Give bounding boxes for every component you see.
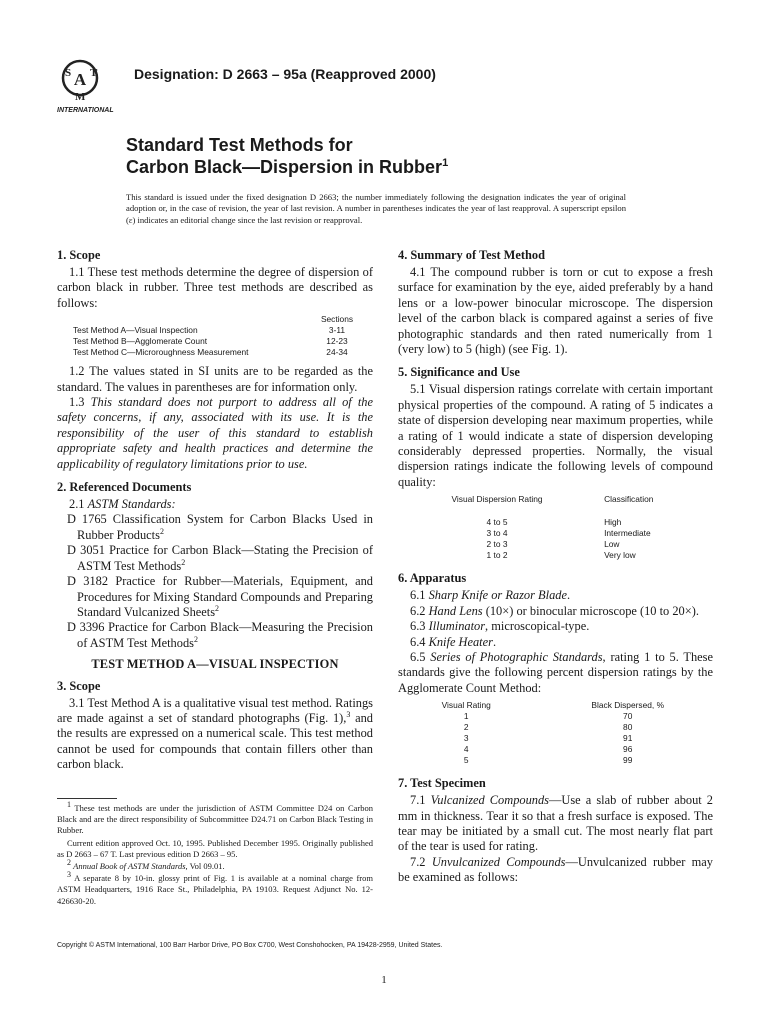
table-row: 5 99	[463, 755, 633, 766]
table-row: 3 to 4 Intermediate	[486, 528, 651, 539]
section-name: Test Method C—Microroughness Measurement	[73, 347, 249, 358]
section-range: 3-11	[328, 325, 346, 336]
reference-list	[57, 512, 373, 651]
apparatus-heading: 6. Apparatus	[398, 571, 467, 586]
title-line-2: Carbon Black—Dispersion in Rubber$^1$	[126, 157, 449, 177]
page-title	[126, 134, 448, 178]
summary-heading: 4. Summary of Test Method	[398, 248, 545, 262]
svg-text:A: A	[73, 70, 87, 89]
apparatus-item: 6.2 Hand Lens (10×) or binocular microscope (10 to 20×).	[410, 603, 699, 618]
reference-item: D 3051 Practice for Carbon Black—Stating the Precision of ASTM Test Methods$^2$	[67, 543, 373, 573]
svg-text:S: S	[65, 67, 72, 79]
table-row: 1 to 2 Very low	[486, 550, 636, 561]
section-name: Test Method B—Agglomerate Count	[73, 336, 208, 347]
table-row: 1 70	[463, 711, 633, 722]
right-column	[398, 248, 713, 886]
logo-lettering: INTERNATIONAL	[57, 107, 114, 114]
reference-item: D 3182 Practice for Rubber—Materials, Equipment, and Procedures for Mixing Standard Compounds and Preparing Standard Vulcanized Sheets$^2$	[67, 574, 373, 619]
title-footnote-mark: 1	[442, 157, 449, 169]
footnote-3: $^3$ A separate 8 by 10-in. glossy print of Fig. 1 is available at a nominal charge from ASTM Headquarters, 1916 Race St., Philadelphia, PA 19103. Request Adjunct No. 12-426630-20.	[57, 870, 373, 906]
significance-heading: 5. Significance and Use	[398, 365, 520, 380]
table-row: 2 80	[463, 722, 633, 733]
black-col-pct: Black Dispersed, %	[591, 700, 665, 711]
table-row: 2 to 3 Low	[486, 539, 620, 550]
footnote-1: $^1$ These test methods are under the jurisdiction of ASTM Committee D24 on Carbon Black and are the direct responsibility of Subcommittee D24.71 on Carbon Black Testing in Rubber.	[57, 800, 373, 836]
para-3-1: 3.1 Test Method A is a qualitative visual test method. Ratings are made against a set of standard photographs (Fig. 1),$^3$ and the results are expressed on a numerical scale. This test method cannot be used for compounds that contain fillers other than carbon black.	[57, 695, 373, 772]
para-1-3: 1.3 This standard does not purport to address all of the safety concerns, if any, associated with its use. It is the responsibility of the user of this standard to establish appropriate safety and health practices and determine the applicability of regulatory limitations prior to use.	[57, 395, 373, 471]
footnote-1b: Current edition approved Oct. 10, 1995. Published December 1995. Originally published as D 2663 – 67 T. Last previous edition D 2663 – 95.	[57, 837, 373, 859]
para-6-5: 6.5 Series of Photographic Standards, rating 1 to 5. These standards give the following percent dispersion ratings by the Agglomerate Count Method:	[398, 649, 714, 695]
title-line-1: Standard Test Methods for	[126, 135, 353, 155]
para-7-1: 7.1 Vulcanized Compounds—Use a slab of rubber about 2 mm in thickness. Tear it so that a fresh surface is exposed. The tear may be initiated by a small cut. The most nearly flat part of the tear is used for rating.	[398, 793, 713, 854]
apparatus-item: 6.3 Illuminator, microscopical-type.	[410, 619, 590, 634]
quality-table	[398, 494, 713, 561]
issue-note: This standard is issued under the fixed designation D 2663; the number immediately following the designation indicates the year of original adoption or, in the case of revision, the year of last revision. A number in parentheses indicates the year of last reapproval. A superscript epsilon (ε) indicates an editorial change since the last revision or reapproval.	[126, 192, 626, 225]
reference-item: D 1765 Classification System for Carbon Blacks Used in Rubber Products$^2$	[67, 512, 373, 542]
scope-3-heading: 3. Scope	[57, 678, 101, 693]
section-name: Test Method A—Visual Inspection	[73, 325, 198, 336]
black-dispersed-table	[398, 700, 713, 766]
footnote-rule	[57, 798, 117, 799]
section-range: 24-34	[326, 347, 348, 358]
para-1-1: 1.1 These test methods determine the degree of dispersion of carbon black in rubber. Three test methods are described as follows:	[57, 265, 373, 310]
section-range: 12-23	[326, 336, 348, 347]
para-1-2: 1.2 The values stated in SI units are to be regarded as the standard. The values in parentheses are for information only.	[57, 364, 373, 394]
scope-heading: 1. Scope	[57, 248, 101, 262]
astm-logo	[56, 52, 122, 116]
specimen-heading: 7. Test Specimen	[398, 776, 486, 791]
para-4-1: 4.1 The compound rubber is torn or cut to expose a fresh surface for examination by the eye, aided preferably by a hand lens or a low-power binocular microscope. The dispersion level of the carbon black is compared against a series of five photographic standards and then rated numerically from 1 (very low) to 5 (high) (see Fig. 1).	[398, 265, 713, 357]
svg-text:T: T	[90, 67, 98, 79]
table-row: 3 91	[463, 733, 633, 744]
svg-text:M: M	[75, 91, 86, 103]
method-a-heading: TEST METHOD A—VISUAL INSPECTION	[91, 657, 339, 672]
footnote-2: $^2$ Annual Book of ASTM Standards, Vol 09.01.	[67, 858, 225, 872]
apparatus-item: 6.4 Knife Heater.	[410, 634, 497, 649]
left-column	[57, 248, 373, 773]
copyright: Copyright © ASTM International, 100 Barr Harbor Drive, PO Box C700, West Conshohocken, PA 19428-2959, United States.	[57, 942, 443, 949]
apparatus-item: 6.1 Sharp Knife or Razor Blade.	[410, 588, 571, 603]
para-5-1: 5.1 Visual dispersion ratings correlate with certain important physical properties of the compound. A rating of 5 indicates a state of dispersion developing near maximum properties, while a rating of 1 would indicate a state of dispersion developing considerably depressed properties. Normally, the visual dispersion ratings indicate the following levels of compound quality:	[398, 382, 713, 489]
para-2-1: 2.1 ASTM Standards:	[69, 497, 176, 512]
para-7-2: 7.2 Unvulcanized Compounds—Unvulcanized rubber may be examined as follows:	[398, 854, 713, 885]
reference-item: D 3396 Practice for Carbon Black—Measuring the Precision of ASTM Test Methods$^2$	[67, 620, 373, 650]
footnotes	[57, 800, 373, 908]
designation: Designation: D 2663 – 95a (Reapproved 2000)	[134, 66, 436, 82]
table-row: 4 to 5 High	[486, 517, 622, 528]
referenced-documents-heading: 2. Referenced Documents	[57, 480, 192, 495]
sections-label: Sections	[320, 314, 354, 325]
page-number: 1	[381, 974, 387, 986]
table-row: 4 96	[463, 744, 633, 755]
quality-col-class: Classification	[604, 494, 654, 505]
quality-col-rating: Visual Dispersion Rating	[451, 494, 543, 505]
sections-table	[73, 314, 357, 358]
black-col-rating: Visual Rating	[441, 700, 491, 711]
